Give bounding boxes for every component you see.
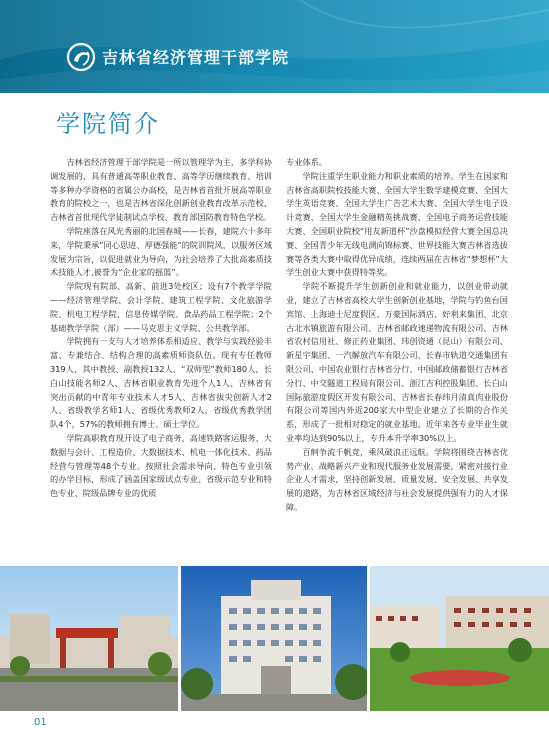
paragraph: 吉林省经济管理干部学院是一所以管理学为主，多学科协调发展的，具有普通高等职业教育、高等学历继续教育、培训等多种办学资格的省属公办高校，是吉林省首批开展高等职业教育的院校之一，也是吉林省深化创新创业教育改革示范校、吉林省首批现代学徒制试点学校、教育部国防教育特色学校。 xyxy=(50,157,272,223)
paragraph: 学院不断提升学生创新创业和就业能力，以创业带动就业，建立了吉林省高校大学生创新创业基地，学院与钓鱼台国宾馆、上海迪士尼度假区、万豪国际酒店、好利来集团、北京古北水镇旅游有限公司、吉林省邮政速递物流有限公司、吉林省农村信用社、修正药业集团、玮创资通（昆山）有限公司、新星宇集团、一汽解放汽车有限公司、长春市轨道交通集团有限公司、中国农业银行吉林省分行、中国邮政储蓄银行吉林省分行、中交隧道工程局有限公司、浙江吉利控股集团、长白山国际旅游度假区开发有限公司、吉林省长春纬月清真肉业股份有限公司等国内外近200家大中型企业建立了长期的合作关系，形成了一批相对稳定的就业基地。近年来各专业毕业生就业率均达到90%以上，专升本升学率30%以上。 xyxy=(286,281,508,443)
photo-strip xyxy=(0,566,549,711)
paragraph: 学院拥有一支与人才培养体系相适应、教学与实践经验丰富、专兼结合、结构合理的高素质师资队伍。现有专任教师319人，其中教授、副教授132人、“双师型”教师180人，长白山技能名师2人、吉林省职业教育先进个人1人、吉林省有突出贡献的中青年专业技术人才5人、吉林省拔尖创新人才2人、省级教学名师1人、省级优秀教师2人、省级优秀教学团队4个，57%的教师拥有博士、硕士学位。 xyxy=(50,336,272,430)
paragraph: 学院座落在风光秀丽的北国春城——长春，建院六十多年来，学院秉承“同心思进、厚德强能”的院训院风，以服务区域发展为宗旨，以促进就业为导向，为社会培养了大批高素质技术技能人才,被誉为“企业家的摇篮”。 xyxy=(50,225,272,278)
swirl-logo-icon xyxy=(66,42,96,72)
right-text-column xyxy=(286,156,508,515)
brand-name: 吉林省经济管理干部学院 xyxy=(102,48,290,67)
paragraph: 百舸争流千帆竞，乘风破浪正远航。学院将围绕吉林省优势产业、战略新兴产业和现代服务业发展需要，紧密对接行业企业人才需求，坚持创新发展、质量发展、安全发展、共享发展的道路，为吉林省区域经济与社会发展提供强有力的人才保障。 xyxy=(286,446,508,512)
paragraph: 学院高职教育现开设了电子商务、高速铁路客运服务、大数据与会计、工程造价、大数据技术、机电一体化技术、药品经营与管理等48个专业。按照社会需求导向、特色专业引领的办学目标，形成了涵盖国家级试点专业、省级示范专业和特色专业、院级品牌专业的优质 xyxy=(50,432,272,499)
paragraph: 专业体系。 xyxy=(286,157,327,167)
paragraph: 学院注重学生职业能力和职业素质的培养。学生在国家和吉林省高职院校技能大赛、全国大学生数学建模竞赛、全国大学生英语竞赛、全国大学生广告艺术大赛、全国大学生电子设计竞赛、全国大学生金融精英挑战赛、全国电子商务运营技能大赛、全国职业院校“用友新道杯”沙盘模拟经营大赛全国总决赛、全国青少年无线电测向锦标赛、世界技能大赛吉林省选拔赛等各类大赛中取得优异成绩，连续两届在吉林省“梦想杯”大学生创业大赛中获得特等奖。 xyxy=(286,170,508,278)
paragraph: 学院现有院部、高新、前进3处校区；设有7个教学学院——经济管理学院、会计学院、建筑工程学院、文化旅游学院、机电工程学院、信息传媒学院、食品药品工程学院；2个基础教学学院（部）——马克思主义学院、公共教学部。 xyxy=(50,281,272,333)
page-title: 学院简介 xyxy=(56,110,160,138)
campus-photo-lawn-buildings xyxy=(370,566,549,711)
left-text-column xyxy=(50,156,272,501)
campus-photo-gate xyxy=(0,566,178,711)
page-number: 01 xyxy=(34,717,47,728)
header-banner xyxy=(0,0,549,93)
campus-photo-main-building xyxy=(181,566,367,711)
